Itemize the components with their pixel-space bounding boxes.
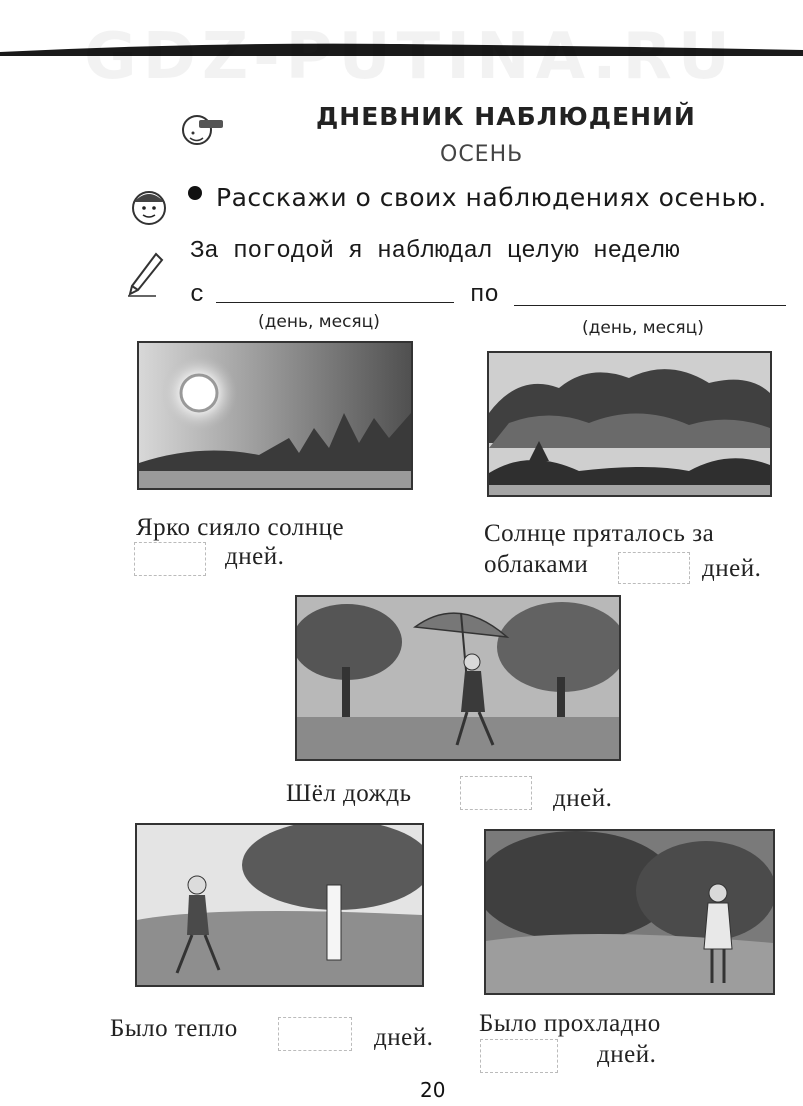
caption-cool-line2: дней. [597, 1041, 657, 1068]
boy-face-icon [124, 182, 174, 232]
bullet-dot [188, 186, 202, 200]
task-prompt: Расскажи о своих наблюдениях осенью. [216, 183, 767, 212]
cool-days-input[interactable] [480, 1039, 558, 1073]
page-number: 20 [420, 1078, 446, 1102]
rainy-day-picture [295, 595, 621, 761]
sun-days-input[interactable] [134, 542, 206, 576]
rain-days-input[interactable] [460, 776, 532, 810]
caption-warm-line2: дней. [374, 1024, 434, 1051]
clouds-days-input[interactable] [618, 552, 690, 584]
page-subtitle: ОСЕНЬ [440, 142, 524, 167]
cloudy-day-picture [487, 351, 772, 497]
caption-cool-line1: Было прохладно [479, 1010, 661, 1037]
from-date-hint: (день, месяц) [258, 312, 380, 332]
cool-day-picture [484, 829, 775, 995]
caption-clouds-line2: облаками [484, 551, 589, 578]
to-label: по [470, 282, 499, 309]
to-date-field[interactable] [514, 305, 786, 306]
caption-clouds-line3: дней. [702, 555, 762, 582]
caption-sun-line2: дней. [225, 543, 285, 570]
caption-rain-line2: дней. [553, 785, 613, 812]
caption-warm-line1: Было тепло [110, 1015, 238, 1042]
binoculars-boy-icon [175, 100, 230, 155]
from-date-field[interactable] [216, 302, 454, 303]
task-line1: За погодой я наблюдал целую неделю [190, 238, 680, 265]
caption-rain-line1: Шёл дождь [286, 780, 412, 807]
pencil-icon [126, 250, 166, 298]
warm-days-input[interactable] [278, 1017, 352, 1051]
from-label: с [190, 282, 205, 309]
page-title: ДНЕВНИК НАБЛЮДЕНИЙ [316, 102, 696, 131]
caption-sun-line1: Ярко сияло солнце [136, 514, 345, 541]
warm-day-picture [135, 823, 424, 987]
to-date-hint: (день, месяц) [582, 318, 704, 338]
watermark: GDZ-PUTINA.RU [84, 20, 736, 94]
sunny-day-picture [137, 341, 413, 490]
caption-clouds-line1: Солнце пряталось за [484, 520, 715, 547]
